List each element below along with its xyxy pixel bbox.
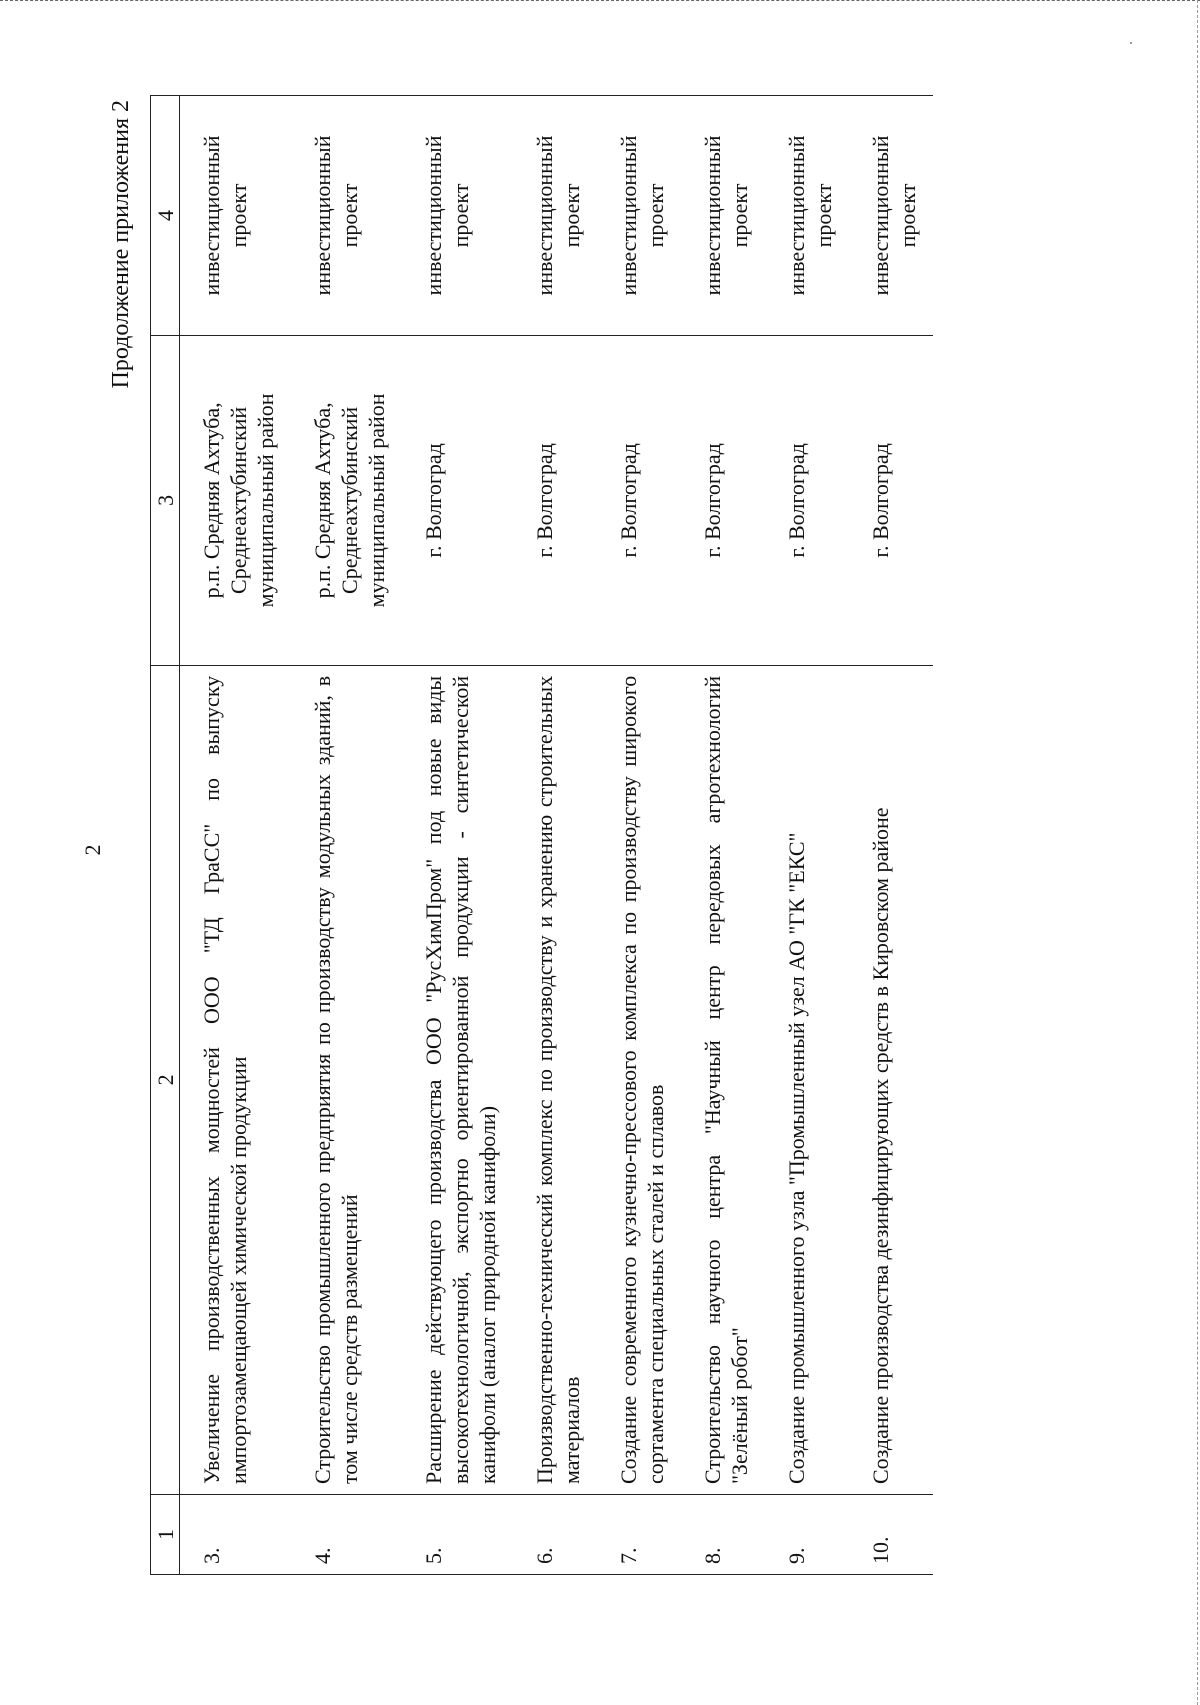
column-header-2: 2 xyxy=(151,665,180,1494)
project-location: р.п. Средняя Ахтуба, Среднеахтубинский муниципальный район xyxy=(291,335,402,665)
project-type: инвестиционный проект xyxy=(765,96,849,336)
table-row xyxy=(180,96,292,1575)
table-row xyxy=(291,96,402,1575)
projects-table xyxy=(150,95,933,1575)
row-number: 4. xyxy=(291,1495,402,1575)
project-location: р.п. Средняя Ахтуба, Среднеахтубинский муниципальный район xyxy=(180,335,292,665)
table-row xyxy=(597,96,681,1575)
row-number: 7. xyxy=(597,1495,681,1575)
project-description: Увеличение производственных мощностей ООО "ТД ГраСС" по выпуску импортозамещающей химической продукции xyxy=(180,665,292,1494)
project-description: Расширение действующего производства ООО "РусХимПром" под новые виды высокотехнологичной, экспортно ориентированной продукции - синтетической канифоли (аналог природной канифоли) xyxy=(402,665,513,1494)
project-description: Создание производства дезинфицирующих средств в Кировском районе xyxy=(849,665,933,1494)
project-description: Создание современного кузнечно-прессового комплекса по производству широкого сортамента специальных сталей и сплавов xyxy=(597,665,681,1494)
project-location: г. Волгоград xyxy=(681,335,765,665)
row-number: 10. xyxy=(849,1495,933,1575)
column-header-3: 3 xyxy=(151,335,180,665)
project-location: г. Волгоград xyxy=(402,335,513,665)
project-type: инвестиционный проект xyxy=(291,96,402,336)
table-row xyxy=(681,96,765,1575)
project-description: Создание промышленного узла "Промышленный узел АО "ГК "ЕКС" xyxy=(765,665,849,1494)
continuation-title: Продолжение приложения 2 xyxy=(108,100,134,389)
project-location: г. Волгоград xyxy=(597,335,681,665)
project-description: Строительство промышленного предприятия по производству модульных зданий, в том числе средств размещений xyxy=(291,665,402,1494)
project-type: инвестиционный проект xyxy=(513,96,597,336)
row-number: 6. xyxy=(513,1495,597,1575)
project-location: г. Волгоград xyxy=(513,335,597,665)
column-header-4: 4 xyxy=(151,96,180,336)
project-type: инвестиционный проект xyxy=(849,96,933,336)
page-number: 2 xyxy=(80,844,105,856)
project-location: г. Волгоград xyxy=(849,335,933,665)
project-location: г. Волгоград xyxy=(765,335,849,665)
project-description: Производственно-технический комплекс по производству и хранению строительных материалов xyxy=(513,665,597,1494)
table-row xyxy=(513,96,597,1575)
table-row xyxy=(402,96,513,1575)
row-number: 9. xyxy=(765,1495,849,1575)
row-number: 3. xyxy=(180,1495,292,1575)
project-type: инвестиционный проект xyxy=(597,96,681,336)
row-number: 8. xyxy=(681,1495,765,1575)
project-type: инвестиционный проект xyxy=(681,96,765,336)
table-header-row xyxy=(151,96,180,1575)
table-row xyxy=(765,96,849,1575)
table-row xyxy=(849,96,933,1575)
project-type: инвестиционный проект xyxy=(402,96,513,336)
project-type: инвестиционный проект xyxy=(180,96,292,336)
row-number: 5. xyxy=(402,1495,513,1575)
column-header-1: 1 xyxy=(151,1495,180,1575)
project-description: Строительство научного центра "Научный центр передовых агротехнологий "Зелёный робот" xyxy=(681,665,765,1494)
